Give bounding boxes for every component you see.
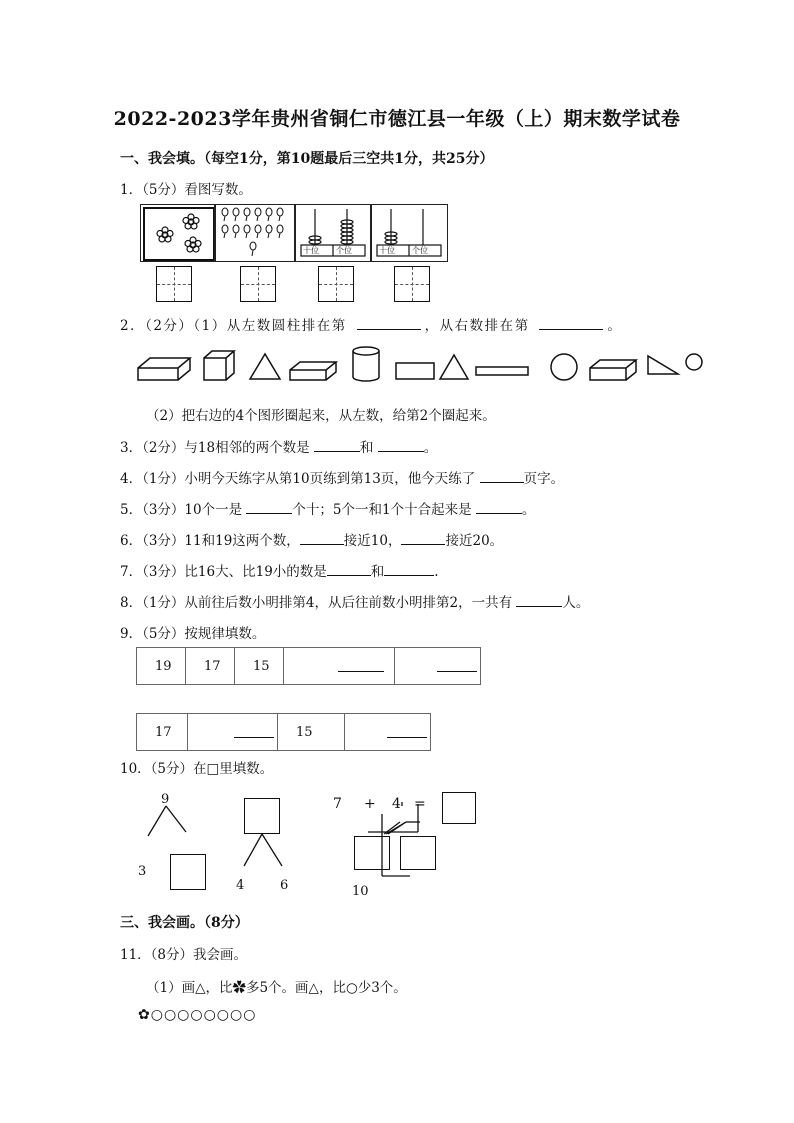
q7-text-a: 7．（3分）比16大、比19小的数是 — [120, 564, 327, 580]
question-2 — [120, 314, 622, 334]
q2-blank-1[interactable] — [357, 315, 421, 330]
q6-blank-1[interactable] — [300, 530, 344, 545]
q4-blank[interactable] — [480, 468, 524, 483]
q5-blank-2[interactable] — [476, 499, 522, 514]
bond1-top: 9 — [161, 792, 170, 807]
question-1: 1．（5分）看图写数。 — [120, 182, 252, 198]
q1-picture-strip — [140, 204, 446, 262]
q3-blank-2[interactable] — [378, 437, 424, 452]
equation-equals: = — [414, 796, 426, 812]
shapes-row — [134, 342, 708, 388]
question-10: 10．（5分）在□里填数。 — [120, 761, 274, 777]
q2-text-c: 。 — [607, 318, 623, 334]
section-heading-3: 三、我会画。（8分） — [120, 915, 249, 931]
question-6 — [120, 529, 503, 549]
q6-blank-2[interactable] — [401, 530, 445, 545]
flower-icon-group — [141, 205, 215, 261]
q5-text-b: 个十；5个一和1个十合起来是 — [292, 502, 472, 518]
equation-b: 4 — [392, 796, 401, 812]
answer-box-3[interactable] — [318, 266, 354, 302]
seq-cell: 19 — [137, 648, 186, 685]
long-rectangle-shape — [476, 367, 528, 375]
small-circle-shape — [686, 354, 702, 370]
sequence-table-2 — [136, 713, 431, 751]
bond1-left: 3 — [138, 864, 147, 879]
triangle-shape — [440, 355, 468, 379]
question-9: 9．（5分）按规律填数。 — [120, 626, 266, 642]
q4-text-b: 页字。 — [523, 471, 565, 487]
q6-text-a: 6．（3分）11和19这两个数， — [120, 533, 300, 549]
cylinder-shape — [353, 347, 379, 381]
equation-plus: + — [364, 796, 376, 812]
ten-label: 10 — [352, 884, 369, 899]
q3-text-c: 。 — [423, 440, 438, 456]
bond1-answer-box[interactable] — [170, 854, 206, 890]
tens-label: 十位 — [379, 246, 395, 255]
abacus-panel-1 — [294, 204, 372, 262]
balloon-icon-group — [215, 205, 295, 261]
q6-text-c: 接近20。 — [445, 533, 504, 549]
right-triangle-shape — [648, 356, 678, 374]
question-11-sub1: （1）画△，比✿多5个。画△，比○少3个。 — [146, 980, 407, 996]
symbol-row: ✿○○○○○○○○ — [138, 1007, 257, 1023]
bond2-right: 6 — [280, 878, 289, 893]
ones-label: 个位 — [336, 246, 352, 255]
q8-text-a: 8．（1分）从前往后数小明排第4，从后往前数小明排第2，一共有 — [120, 595, 513, 611]
question-4 — [120, 467, 564, 487]
q4-text-a: 4．（1分）小明今天练字从第10页练到第13页，他今天练了 — [120, 471, 476, 487]
balloon-panel — [214, 204, 296, 262]
circle-shape — [551, 354, 577, 380]
cuboid-shape — [138, 358, 190, 380]
bond2-answer-box[interactable] — [244, 798, 280, 834]
split-box-2[interactable] — [400, 836, 436, 870]
q7-text-b: 和 — [370, 564, 385, 580]
answer-box-2[interactable] — [240, 266, 276, 302]
q8-text-b: 人。 — [562, 595, 590, 611]
ones-label: 个位 — [412, 246, 428, 255]
seq-blank-cell[interactable] — [395, 648, 481, 685]
page-title: 2022-2023学年贵州省铜仁市德江县一年级（上）期末数学试卷 — [113, 108, 681, 130]
q7-blank-2[interactable] — [384, 561, 434, 576]
answer-box-1[interactable] — [156, 266, 192, 302]
section-heading-1: 一、我会填。（每空1分，第10题最后三空共1分，共25分） — [120, 151, 494, 167]
question-7 — [120, 560, 439, 580]
q2-text-a: 2．（2分）（1）从左数圆柱排在第 — [120, 318, 347, 334]
sum-answer-box[interactable] — [442, 792, 476, 824]
q3-blank-1[interactable] — [314, 437, 360, 452]
q2-text-b: ，从右数排在第 — [424, 318, 530, 334]
cube-shape — [204, 351, 234, 380]
seq-cell: 17 — [137, 714, 188, 751]
q6-text-b: 接近10， — [343, 533, 402, 549]
cuboid-shape — [290, 362, 336, 380]
triangle-shape — [250, 354, 280, 379]
bond2-left: 4 — [236, 878, 245, 893]
q7-text-c: . — [434, 564, 439, 580]
q2-blank-2[interactable] — [539, 315, 603, 330]
q8-blank[interactable] — [516, 592, 562, 607]
sequence-table-1 — [136, 647, 481, 685]
question-5 — [120, 498, 535, 518]
question-11: 11．（8分）我会画。 — [120, 947, 248, 963]
seq-blank-cell[interactable] — [188, 714, 278, 751]
question-8 — [120, 591, 589, 611]
q3-text-a: 3．（2分）与18相邻的两个数是 — [120, 440, 310, 456]
flower-panel — [140, 204, 216, 262]
abacus-panel-2 — [370, 204, 448, 262]
q5-text-a: 5．（3分）10个一是 — [120, 502, 243, 518]
q7-blank-1[interactable] — [327, 561, 371, 576]
seq-blank-cell[interactable] — [284, 648, 395, 685]
seq-cell: 15 — [235, 648, 284, 685]
question-2-part2: （2）把右边的4个图形圈起来，从左数，给第2个圈起来。 — [146, 408, 496, 424]
q5-text-c: 。 — [521, 502, 536, 518]
q5-blank-1[interactable] — [246, 499, 292, 514]
answer-box-4[interactable] — [394, 266, 430, 302]
rectangle-shape — [396, 363, 434, 379]
equation-a: 7 — [333, 796, 342, 812]
question-3 — [120, 436, 437, 456]
seq-cell: 15 — [278, 714, 345, 751]
seq-cell: 17 — [186, 648, 235, 685]
number-bond-diagram — [130, 792, 480, 902]
cuboid-shape — [590, 360, 636, 380]
tens-label: 十位 — [303, 246, 319, 255]
q3-text-b: 和 — [359, 440, 374, 456]
seq-blank-cell[interactable] — [345, 714, 431, 751]
split-box-1[interactable] — [354, 836, 390, 870]
